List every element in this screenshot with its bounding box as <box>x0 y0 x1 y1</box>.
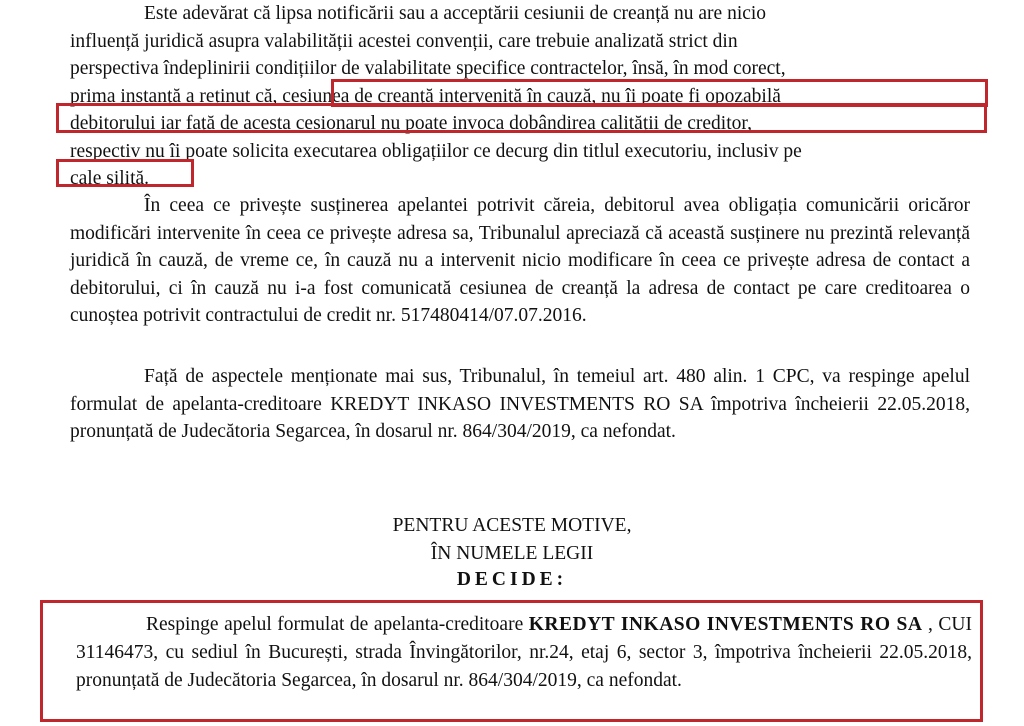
heading-in-the-name-of-law: ÎN NUMELE LEGII <box>430 543 594 564</box>
highlighted-text-line: debitorului iar față de acesta cesionarul nu poate invoca dobândirea calității de creditor, <box>70 113 752 134</box>
decision-text <box>76 611 972 695</box>
paragraph-cession-opposability <box>70 0 970 193</box>
heading-decide: DECIDE: <box>456 569 568 590</box>
text-line: Este adevărat că lipsa notificării sau a acceptării cesiunii de creanță nu are nicio <box>144 3 767 24</box>
text-line <box>70 83 970 111</box>
heading-motives: PENTRU ACESTE MOTIVE, <box>392 515 632 536</box>
decision-rest: , CUI 31146473, cu sediul în București, strada Învingătorilor, nr.24, etaj 6, sector 3, împotriva încheierii 22.05.2018, pronunțată de Judecătoria Segarcea, în dosarul nr. 864/304/2019, ca nefondat. <box>76 614 972 691</box>
paragraph-address-argument: În ceea ce privește susținerea apelantei potrivit căreia, debitorul avea obligația comunicării oricăror modificări intervenite în ceea ce privește adresa sa, Tribunalul apreciază că această susținere nu prezintă relevanță juridică în cauză, de vreme ce, în cauză nu a intervenit nicio modificare în ceea ce privește adresa de contact a debitorului, ci în cauză nu i-a fost comunicată cesiunea de creanță la adresa de contact pe care creditoarea o cunoștea potrivit contractului de credit nr. 517480414/07.07.2016. <box>70 195 970 326</box>
text-line: perspectiva îndeplinirii condițiilor de valabilitate specifice contractelor, însă, în mod corect, <box>70 58 786 79</box>
paragraph-tribunal-ruling: Față de aspectele menționate mai sus, Tribunalul, în temeiul art. 480 alin. 1 CPC, va respinge apelul formulat de apelanta-creditoare KREDYT INKASO INVESTMENTS RO SA împotriva încheierii 22.05.2018, pronunțată de Judecătoria Segarcea, în dosarul nr. 864/304/2019, ca nefondat. <box>70 366 970 442</box>
highlighted-text-line: cale silită. <box>70 168 150 189</box>
highlighted-text: cesiunea de creanță intervenită în cauză, nu îi poate fi opozabilă <box>282 85 781 107</box>
decision-lead: Respinge apelul formulat de apelanta-creditoare <box>146 614 529 635</box>
decision-company: KREDYT INKASO INVESTMENTS RO SA <box>528 614 923 635</box>
text-fragment: prima instanță a reținut că, <box>70 85 283 107</box>
text-line: influență juridică asupra valabilității acestei convenții, care trebuie analizată strict din <box>70 30 738 52</box>
text-line: respectiv nu îi poate solicita executarea obligațiilor ce decurg din titlul executoriu, inclusiv pe <box>70 140 802 162</box>
